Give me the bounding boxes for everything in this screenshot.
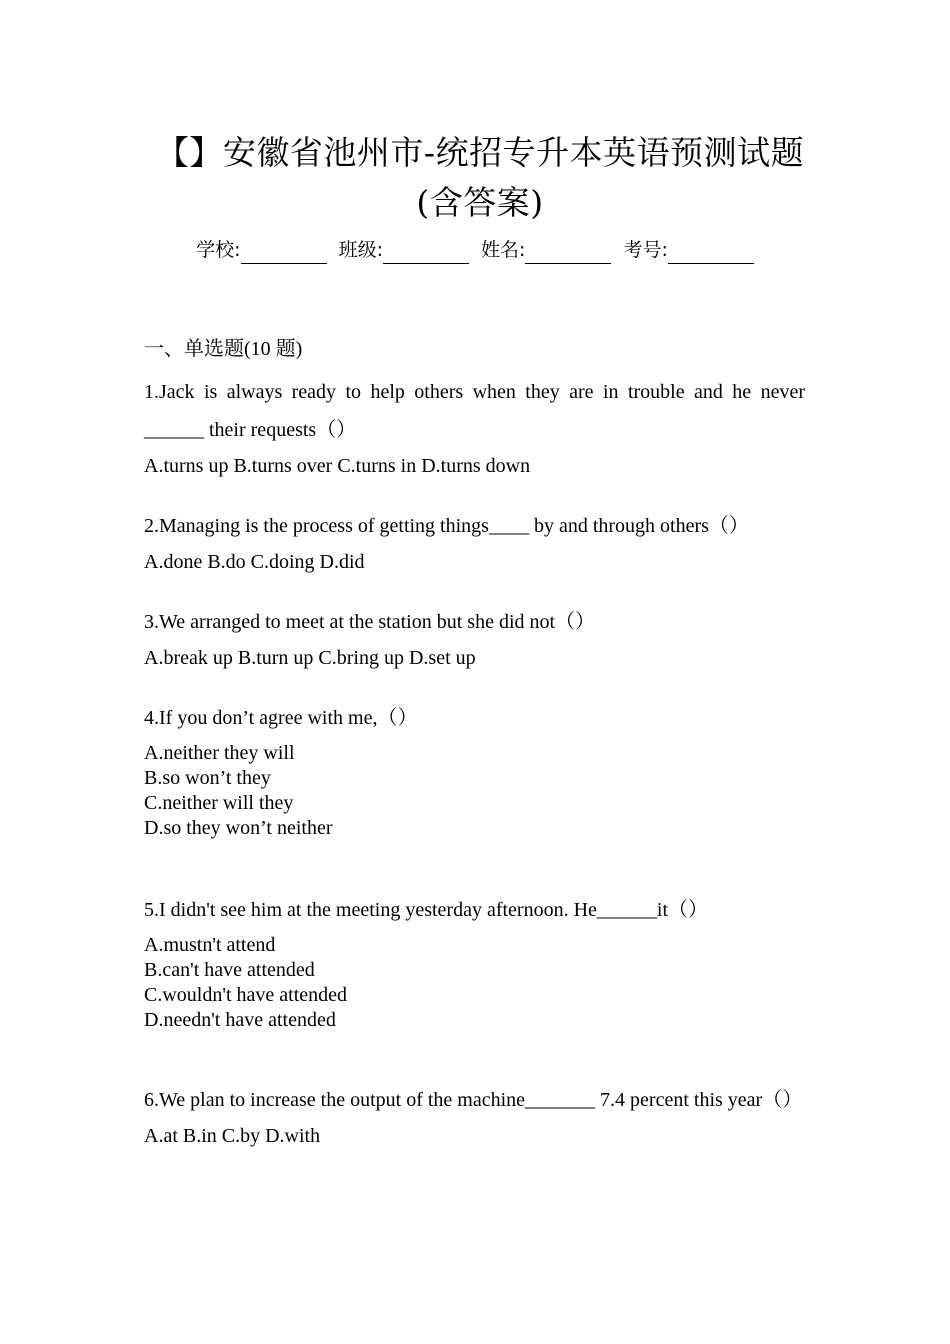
- question-1-text: 1.Jack is always ready to help others when they are in trouble and he never ______ their requests（）: [144, 381, 805, 441]
- question-4-option-d: D.so they won’t neither: [144, 817, 333, 839]
- section-heading: 一、单选题(10 题): [144, 338, 303, 360]
- name-label: 姓名:: [481, 239, 526, 261]
- class-label: 班级:: [338, 239, 383, 261]
- document-title: 【】安徽省池州市-统招专升本英语预测试题(含答案): [155, 133, 805, 222]
- question-4-option-b: B.so won’t they: [144, 767, 271, 789]
- name-field: [481, 239, 611, 261]
- question-2-options: A.done B.do C.doing D.did: [144, 551, 365, 573]
- student-info-line: [130, 236, 820, 264]
- question-3-text: 3.We arranged to meet at the station but she did not（）: [144, 611, 596, 633]
- question-4-text: 4.If you don’t agree with me,（）: [144, 707, 418, 729]
- class-blank: [383, 243, 469, 264]
- question-4-options: [144, 741, 805, 841]
- question-6-options: A.at B.in C.by D.with: [144, 1125, 321, 1147]
- class-field: [339, 239, 469, 261]
- question-4-option-a: A.neither they will: [144, 742, 295, 764]
- question-5-option-d: D.needn't have attended: [144, 1009, 336, 1031]
- school-blank: [241, 243, 327, 264]
- question-5-text: 5.I didn't see him at the meeting yesterday afternoon. He______it（）: [144, 899, 709, 921]
- exam-number-label: 考号:: [623, 239, 668, 261]
- exam-number-blank: [668, 243, 754, 264]
- question-3-options: A.break up B.turn up C.bring up D.set up: [144, 647, 476, 669]
- question-5-option-a: A.mustn't attend: [144, 934, 276, 956]
- question-content: [144, 335, 805, 1153]
- school-label: 学校:: [196, 239, 241, 261]
- question-6-text: 6.We plan to increase the output of the machine_______ 7.4 percent this year（）: [144, 1089, 803, 1111]
- question-4-option-c: C.neither will they: [144, 792, 294, 814]
- question-5-option-b: B.can't have attended: [144, 959, 315, 981]
- name-blank: [525, 243, 611, 264]
- question-5-option-c: C.wouldn't have attended: [144, 984, 347, 1006]
- question-2-text: 2.Managing is the process of getting things____ by and through others（）: [144, 515, 749, 537]
- exam-number-field: [623, 239, 753, 261]
- question-5-options: [144, 933, 805, 1033]
- school-field: [196, 239, 326, 261]
- question-1-options: A.turns up B.turns over C.turns in D.turns down: [144, 455, 531, 477]
